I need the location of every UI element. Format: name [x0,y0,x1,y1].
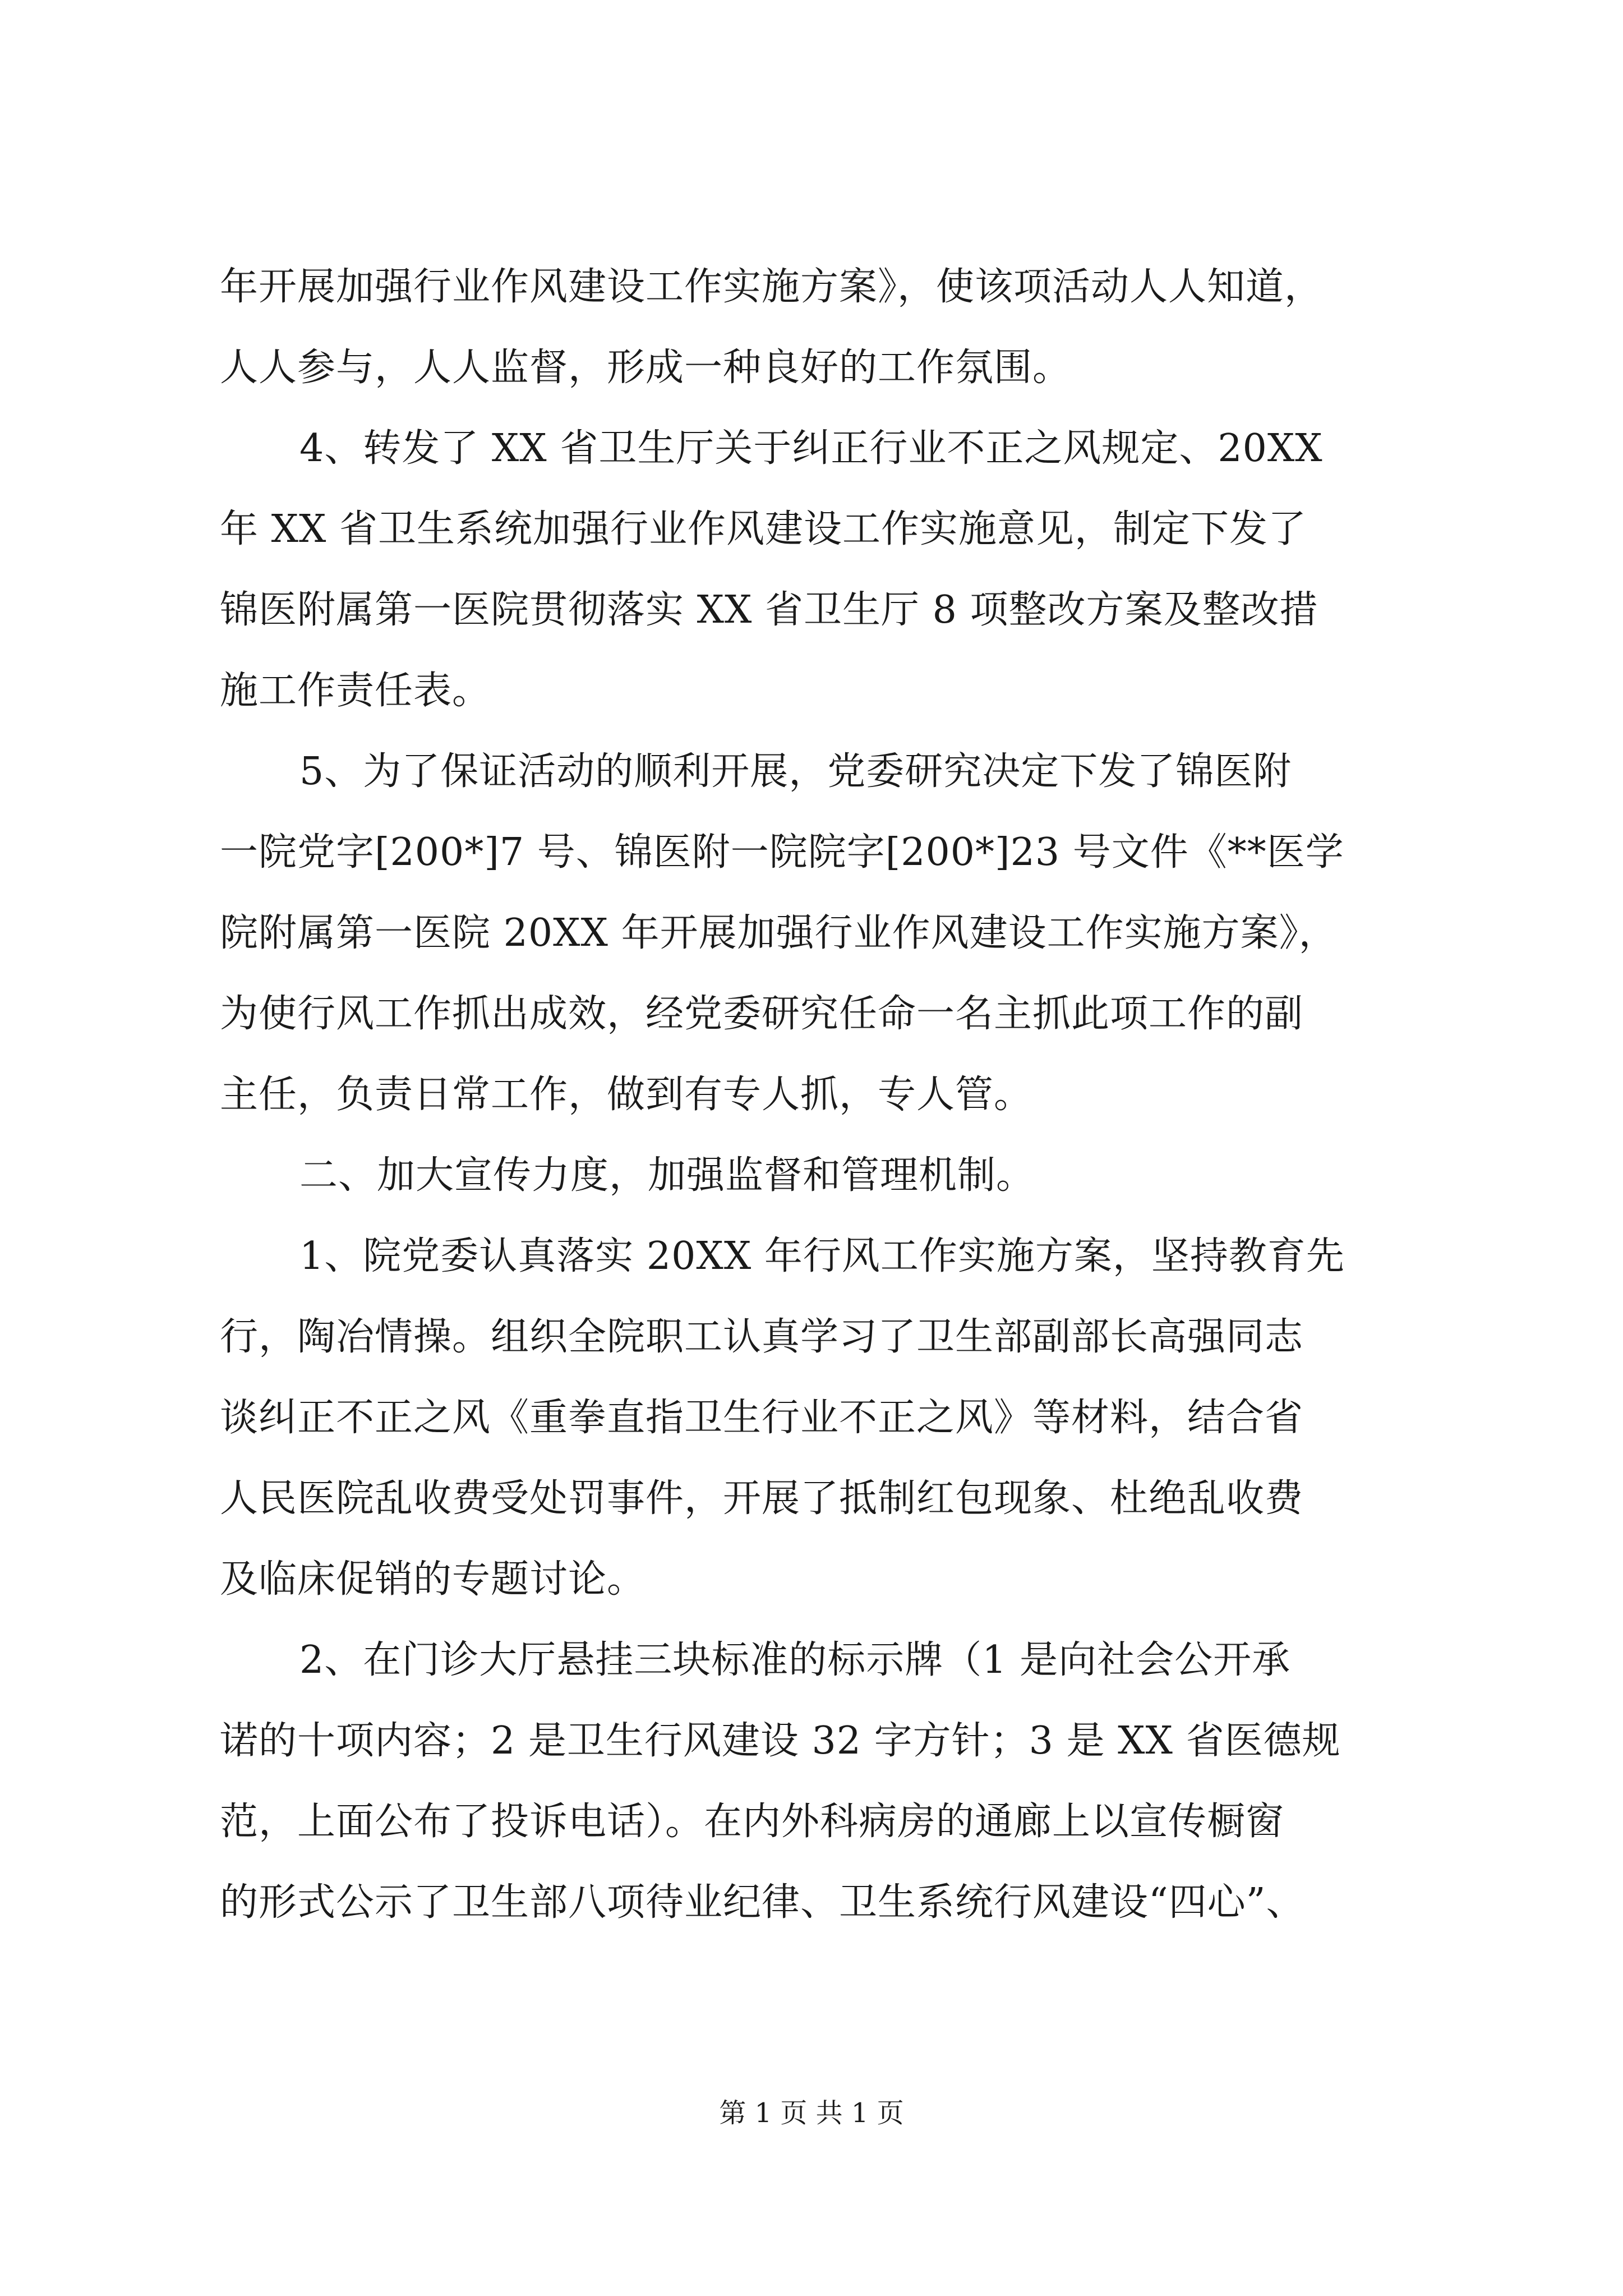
text-line: 锦医附属第一医院贯彻落实 XX 省卫生厅 8 项整改方案及整改措 [220,588,1318,632]
text-line: 施工作责任表。 [220,669,491,713]
paragraph-start-line: 1、院党委认真落实 20XX 年行风工作实施方案，坚持教育先 [299,1234,1345,1278]
text-line: 人人参与，人人监督，形成一种良好的工作氛围。 [220,346,1072,390]
text-line: 谈纠正不正之风《重拳直指卫生行业不正之风》等材料，结合省 [220,1396,1304,1440]
text-line: 为使行风工作抓出成效，经党委研究任命一名主抓此项工作的副 [220,992,1304,1036]
paragraph-start-line: 4、转发了 XX 省卫生厅关于纠正行业不正之风规定、20XX [299,426,1323,471]
paragraph-start-line: 5、为了保证活动的顺利开展，党委研究决定下发了锦医附 [299,749,1292,794]
text-line: 人民医院乱收费受处罚事件，开展了抵制红包现象、杜绝乱收费 [220,1476,1304,1521]
text-line: 主任，负责日常工作，做到有专人抓，专人管。 [220,1073,1033,1117]
text-line: 一院党字[200*]7 号、锦医附一院院字[200*]23 号文件《**医学 [220,830,1344,875]
section-heading: 二、加大宣传力度，加强监督和管理机制。 [299,1153,1035,1198]
text-line: 范，上面公布了投诉电话）。在内外科病房的通廊上以宣传橱窗 [220,1800,1285,1844]
text-line: 的形式公示了卫生部八项待业纪律、卫生系统行风建设“四心”、 [220,1880,1305,1925]
text-line: 院附属第一医院 20XX 年开展加强行业作风建设工作实施方案》， [220,911,1338,955]
text-line: 诺的十项内容；2 是卫生行风建设 32 字方针；3 是 XX 省医德规 [220,1719,1341,1763]
page-footer: 第 1 页 共 1 页 [719,2097,904,2129]
paragraph-start-line: 2、在门诊大厅悬挂三块标准的标示牌（1 是向社会公开承 [299,1638,1291,1682]
text-line: 年开展加强行业作风建设工作实施方案》，使该项活动人人知道， [220,265,1324,309]
text-line: 年 XX 省卫生系统加强行业作风建设工作实施意见，制定下发了 [220,507,1307,551]
body-text [220,247,1414,1943]
text-line: 及临床促销的专题讨论。 [220,1557,646,1602]
text-line: 行，陶冶情操。组织全院职工认真学习了卫生部副部长高强同志 [220,1315,1304,1359]
